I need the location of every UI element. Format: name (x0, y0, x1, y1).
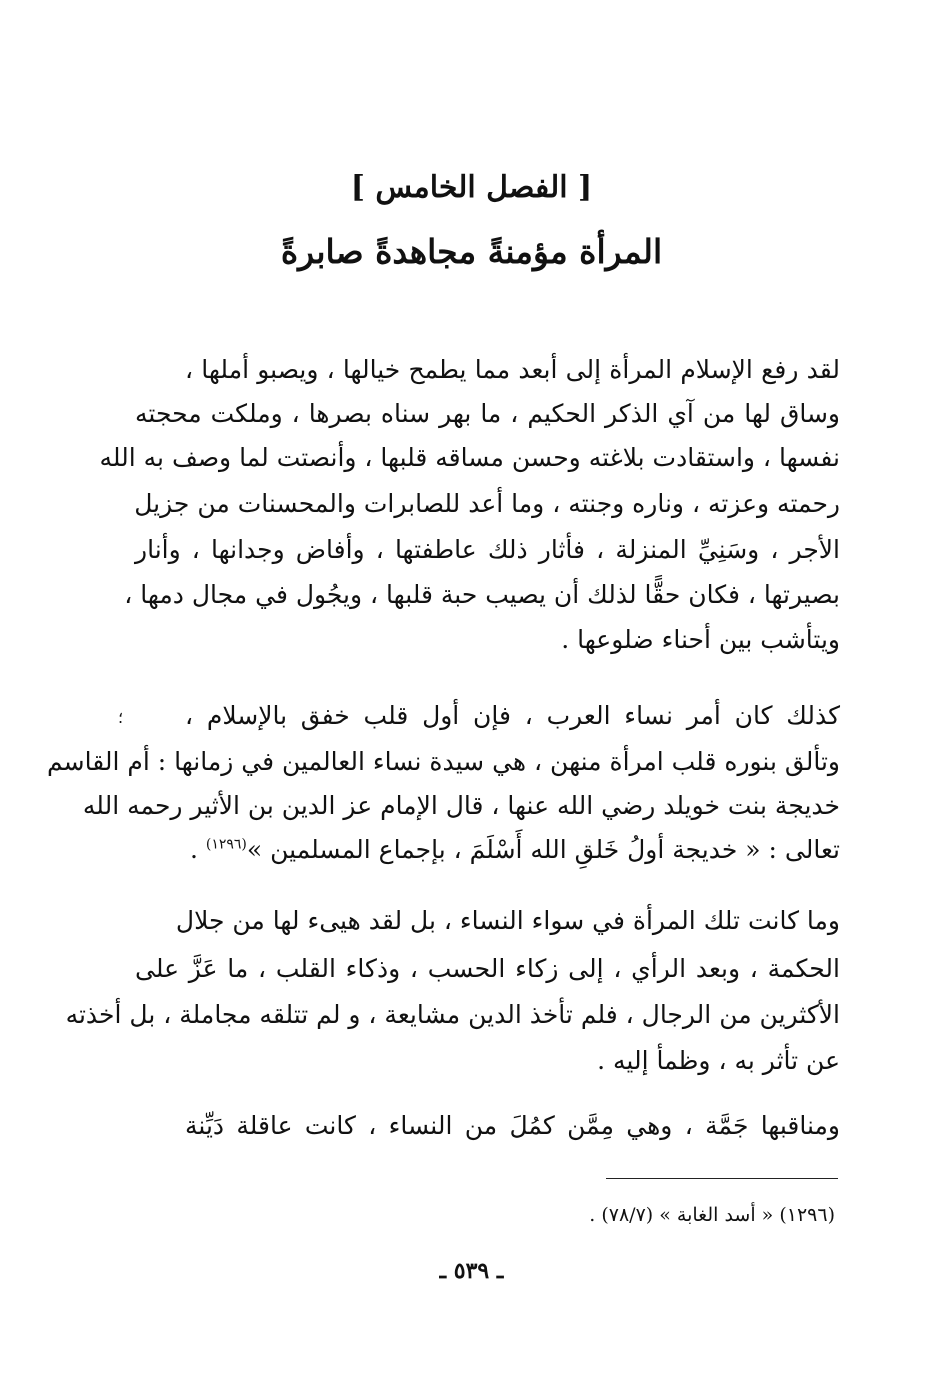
text-line: بصيرتها ، فكان حقًّا لذلك أن يصيب حبة قلبها ، ويجُول في مجال دمها ، (124, 580, 840, 609)
text-line: رحمته وعزته ، وناره وجنته ، وما أعد للصابرات والمحسنات من جزيل (134, 489, 840, 518)
text-fragment: تعالى : « خديجة أولُ خَلقِ الله أَسْلَمَ ، بإجماع المسلمين » (246, 835, 840, 864)
text-line: ومناقبها جَمَّة ، وهي مِمَّن كمُلَ من النساء ، كانت عاقلة دَيِّنة (185, 1111, 840, 1140)
text-line: ويتأشب بين أحناء ضلوعها . (561, 625, 840, 654)
margin-mark: ؛ (118, 708, 124, 727)
text-line: الحكمة ، وبعد الرأي ، إلى زكاء الحسب ، وذكاء القلب ، ما عَزَّ على (135, 954, 840, 983)
page-number: ـ ٥٣٩ ـ (439, 1258, 504, 1284)
text-line-with-footnote (135, 824, 840, 876)
footnote: (١٢٩٦) « أسد الغابة » (٧٨/٧) . (589, 1204, 835, 1226)
text-line: وما كانت تلك المرأة في سواء النساء ، بل لقد هيىء لها من جلال (175, 906, 840, 935)
text-line: الأجر ، وسَنِيِّ المنزلة ، فأثار ذلك عاطفتها ، وأفاض وجدانها ، وأنار (135, 535, 840, 564)
text-line: الأكثرين من الرجال ، فلم تأخذ الدين مشايعة ، و لم تتلقه مجاملة ، بل أخذته (65, 1000, 840, 1029)
footnote-reference[interactable]: (١٢٩٦) (205, 836, 247, 853)
text-line: لقد رفع الإسلام المرأة إلى أبعد مما يطمح خيالها ، ويصبو أملها ، (185, 355, 840, 384)
chapter-title: المرأة مؤمنةً مجاهدةً صابرةً (280, 232, 663, 271)
text-line: عن تأثر به ، وظمأ إليه . (597, 1046, 840, 1075)
text-line: وساق لها من آي الذكر الحكيم ، ما بهر سناه بصرها ، وملكت محجته (135, 399, 840, 428)
text-line: خديجة بنت خويلد رضي الله عنها ، قال الإمام عز الدين بن الأثير رحمه الله (82, 791, 840, 820)
text-line: وتألق بنوره قلب امرأة منهن ، هي سيدة نساء العالمين في زمانها : أم القاسم (47, 747, 840, 776)
chapter-label: [ الفصل الخامس ] (350, 170, 593, 205)
text-fragment: . (189, 835, 206, 864)
text-line: كذلك كان أمر نساء العرب ، فإن أول قلب خفق بالإسلام ، (185, 701, 840, 730)
footnote-divider (606, 1178, 838, 1179)
text-line: نفسها ، واستقادت بلاغته وحسن مساقه قلبها ، وأنصتت لما وصف به الله (99, 443, 840, 472)
